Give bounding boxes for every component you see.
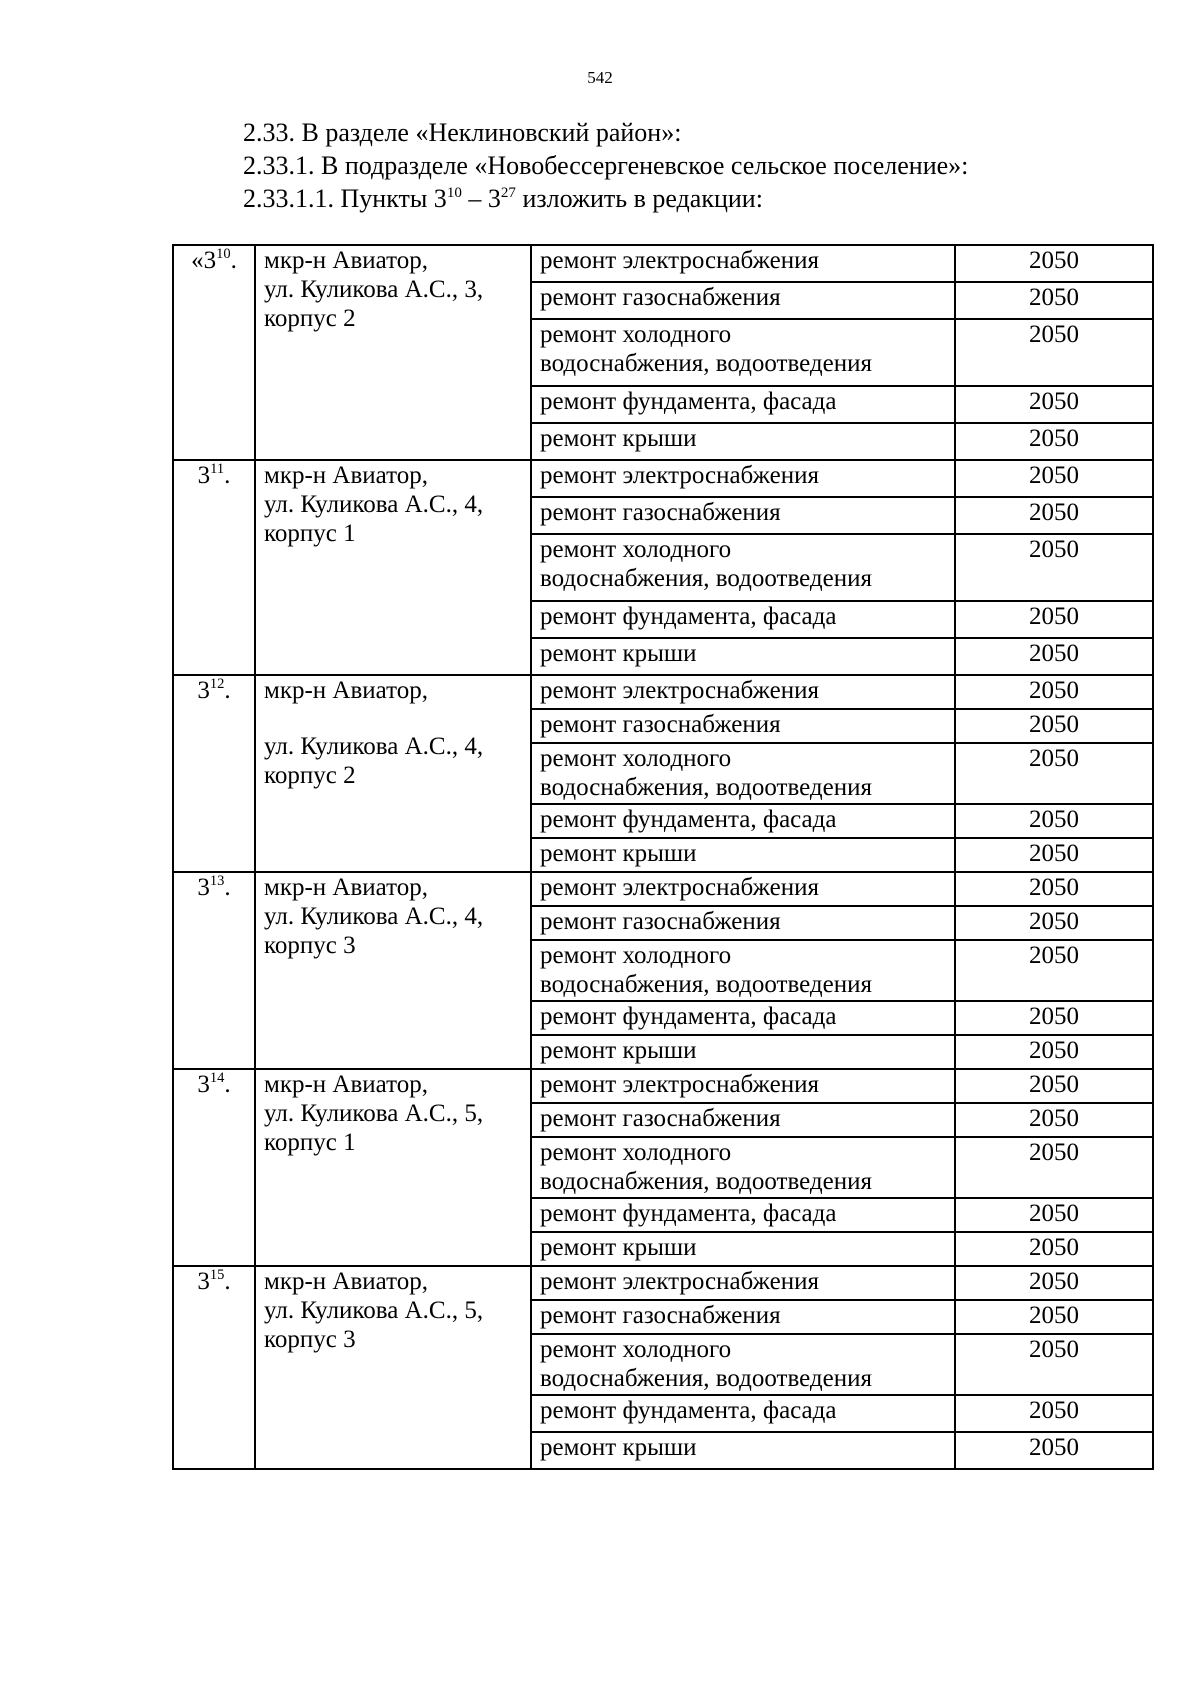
heading-middle: – 3: [461, 184, 501, 213]
table-row: [173, 1069, 1153, 1103]
work-type: ремонт газоснабжения: [531, 497, 955, 534]
address-line: корпус 1: [264, 1129, 356, 1156]
item-number-suffix: .: [230, 247, 237, 274]
planned-year: 2050: [955, 940, 1153, 1001]
work-type: ремонт холодного водоснабжения, водоотведения: [531, 743, 955, 804]
item-number: [173, 675, 255, 872]
work-type: ремонт электроснабжения: [531, 460, 955, 497]
heading-sup2: 27: [500, 184, 516, 201]
work-type: ремонт фундамента, фасада: [531, 601, 955, 638]
address-cell: [255, 245, 531, 460]
address-line: ул. Куликова А.С., 5,: [264, 1297, 484, 1324]
work-type: ремонт газоснабжения: [531, 709, 955, 743]
work-type: ремонт крыши: [531, 1035, 955, 1069]
item-number-superscript: 13: [209, 872, 225, 889]
planned-year: 2050: [955, 1395, 1153, 1432]
address-line: мкр-н Авиатор,: [264, 677, 428, 704]
work-type: ремонт газоснабжения: [531, 1103, 955, 1137]
address-line: ул. Куликова А.С., 5,: [264, 1100, 484, 1127]
work-type: ремонт холодного водоснабжения, водоотведения: [531, 534, 955, 601]
planned-year: 2050: [955, 1103, 1153, 1137]
work-type: ремонт электроснабжения: [531, 245, 955, 282]
planned-year: 2050: [955, 1432, 1153, 1469]
heading-before: 2.33. В разделе «Неклиновский район»:: [243, 118, 682, 147]
item-number-prefix: 3: [197, 462, 211, 489]
planned-year: 2050: [955, 638, 1153, 675]
item-number: [173, 872, 255, 1069]
address-cell: [255, 1069, 531, 1266]
work-type: ремонт газоснабжения: [531, 1300, 955, 1334]
work-type: ремонт электроснабжения: [531, 675, 955, 709]
table-row: [173, 245, 1153, 282]
planned-year: 2050: [955, 460, 1153, 497]
item-number-suffix: .: [224, 677, 231, 704]
address-line: корпус 2: [264, 762, 356, 789]
address-line: ул. Куликова А.С., 4,: [264, 903, 484, 930]
work-type: ремонт фундамента, фасада: [531, 1395, 955, 1432]
address-cell: [255, 1266, 531, 1469]
work-type: ремонт холодного водоснабжения, водоотведения: [531, 319, 955, 386]
address-line: ул. Куликова А.С., 4,: [264, 733, 484, 760]
planned-year: 2050: [955, 386, 1153, 423]
address-line: корпус 2: [264, 305, 356, 332]
page-number: 542: [587, 68, 613, 87]
planned-year: 2050: [955, 497, 1153, 534]
item-number-superscript: 12: [209, 675, 225, 692]
heading-after: изложить в редакции:: [515, 184, 763, 213]
planned-year: 2050: [955, 743, 1153, 804]
repair-schedule-body: [173, 245, 1153, 1469]
work-type: ремонт фундамента, фасада: [531, 386, 955, 423]
table-row: [173, 460, 1153, 497]
repair-schedule-table: [172, 244, 1154, 1470]
planned-year: 2050: [955, 1069, 1153, 1103]
planned-year: 2050: [955, 906, 1153, 940]
work-type: ремонт крыши: [531, 423, 955, 460]
heading-line: [243, 182, 1143, 215]
item-number-prefix: 3: [197, 1268, 210, 1295]
work-type: ремонт фундамента, фасада: [531, 804, 955, 838]
work-type: ремонт электроснабжения: [531, 1069, 955, 1103]
address-cell: [255, 675, 531, 872]
address-line: мкр-н Авиатор,: [264, 247, 428, 274]
table-row: [173, 675, 1153, 709]
work-type: ремонт электроснабжения: [531, 872, 955, 906]
planned-year: 2050: [955, 1300, 1153, 1334]
item-number-superscript: 15: [209, 1266, 225, 1283]
amendment-heading: [243, 116, 1143, 215]
item-number-suffix: .: [224, 462, 231, 489]
table-row: [173, 1266, 1153, 1300]
heading-line: [243, 116, 1143, 149]
item-number: [173, 460, 255, 675]
address-line: корпус 3: [264, 1326, 356, 1353]
work-type: ремонт фундамента, фасада: [531, 1198, 955, 1232]
planned-year: 2050: [955, 1035, 1153, 1069]
planned-year: 2050: [955, 1137, 1153, 1198]
item-number-superscript: 11: [210, 460, 225, 477]
item-number: [173, 1069, 255, 1266]
address-line: мкр-н Авиатор,: [264, 462, 428, 489]
address-line: корпус 1: [264, 520, 356, 547]
item-number-prefix: 3: [197, 677, 210, 704]
work-type: ремонт крыши: [531, 1232, 955, 1266]
heading-sup1: 10: [446, 184, 462, 201]
planned-year: 2050: [955, 245, 1153, 282]
planned-year: 2050: [955, 1334, 1153, 1395]
planned-year: 2050: [955, 709, 1153, 743]
work-type: ремонт холодного водоснабжения, водоотведения: [531, 1334, 955, 1395]
work-type: ремонт газоснабжения: [531, 282, 955, 319]
work-type: ремонт крыши: [531, 1432, 955, 1469]
table-row: [173, 872, 1153, 906]
item-number-prefix: 3: [197, 874, 210, 901]
heading-before: 2.33.1.1. Пункты 3: [243, 184, 447, 213]
address-cell: [255, 460, 531, 675]
work-type: ремонт фундамента, фасада: [531, 1001, 955, 1035]
item-number-prefix: «3: [191, 247, 217, 274]
planned-year: 2050: [955, 838, 1153, 872]
work-type: ремонт крыши: [531, 838, 955, 872]
item-number-superscript: 14: [209, 1069, 225, 1086]
item-number: [173, 245, 255, 460]
planned-year: 2050: [955, 534, 1153, 601]
item-number: [173, 1266, 255, 1469]
address-line: ул. Куликова А.С., 4,: [264, 491, 484, 518]
work-type: ремонт холодного водоснабжения, водоотведения: [531, 1137, 955, 1198]
planned-year: 2050: [955, 319, 1153, 386]
work-type: ремонт газоснабжения: [531, 906, 955, 940]
item-number-prefix: 3: [197, 1071, 210, 1098]
address-cell: [255, 872, 531, 1069]
work-type: ремонт крыши: [531, 638, 955, 675]
item-number-suffix: .: [224, 1071, 231, 1098]
planned-year: 2050: [955, 282, 1153, 319]
planned-year: 2050: [955, 601, 1153, 638]
heading-before: 2.33.1. В подразделе «Новобессергеневское сельское поселение»:: [243, 151, 969, 180]
planned-year: 2050: [955, 675, 1153, 709]
address-line: ул. Куликова А.С., 3,: [264, 276, 484, 303]
item-number-suffix: .: [224, 874, 231, 901]
address-line: мкр-н Авиатор,: [264, 1071, 428, 1098]
work-type: ремонт электроснабжения: [531, 1266, 955, 1300]
planned-year: 2050: [955, 1232, 1153, 1266]
address-line: корпус 3: [264, 932, 356, 959]
item-number-suffix: .: [224, 1268, 231, 1295]
planned-year: 2050: [955, 804, 1153, 838]
planned-year: 2050: [955, 1198, 1153, 1232]
planned-year: 2050: [955, 423, 1153, 460]
address-line: мкр-н Авиатор,: [264, 1268, 428, 1295]
heading-line: [243, 149, 1143, 182]
item-number-superscript: 10: [216, 245, 231, 262]
planned-year: 2050: [955, 872, 1153, 906]
planned-year: 2050: [955, 1001, 1153, 1035]
planned-year: 2050: [955, 1266, 1153, 1300]
address-line: мкр-н Авиатор,: [264, 874, 428, 901]
work-type: ремонт холодного водоснабжения, водоотведения: [531, 940, 955, 1001]
